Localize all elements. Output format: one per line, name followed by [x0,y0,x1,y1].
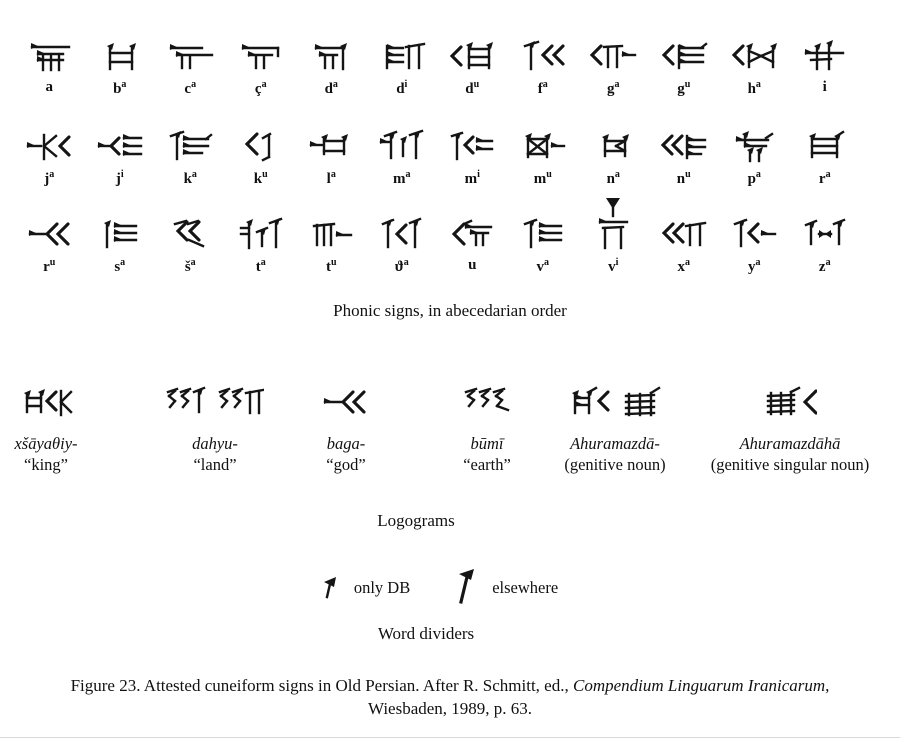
sign-label: $h^a$ [747,79,761,97]
glyph-box [309,124,353,164]
glyph-box [28,212,70,252]
phonic-sign-u [437,212,508,275]
logograms-section [0,372,900,512]
phonic-sign-gu [649,34,720,97]
phonic-sign-pa [719,124,790,187]
glyph-box [378,34,426,74]
sign-label-superscript: a [685,257,690,268]
glyph-box [450,124,494,164]
glyph-box [311,34,351,74]
logogram-name: Ahuramazdāhā [739,434,841,453]
sign-label-superscript: a [260,257,266,268]
sign-label-superscript: a [261,79,267,90]
za-cuneiform-glyph [802,218,848,252]
sign-label: $j^i$ [115,169,124,187]
sign-label-superscript: u [330,257,337,268]
phonic-sign-a [14,34,85,97]
phonic-sign-ja [14,124,85,187]
logogram-gloss: “land” [193,454,237,474]
phonic-sign-ca [155,34,226,97]
phonic-sign-ha [719,34,790,97]
word-dividers-row [0,568,880,608]
logogram-glyphs [464,372,510,420]
glyph-box [171,212,209,252]
sign-label: $s^a$ [114,257,126,275]
phonic-sign-ku [226,124,297,187]
sign-label: $d^i$ [396,79,408,97]
sign-label: $d^a$ [324,79,338,97]
sign-label-superscript: u [49,257,56,268]
logogram-glyphs [323,372,369,420]
sign-label-superscript: a [614,79,620,90]
word-divider-label: elsewhere [492,578,559,597]
logogram-glyphs [166,372,264,420]
logogram-glyphs [763,372,817,420]
phonic-sign-la [296,124,367,187]
ru-cuneiform-glyph [28,218,70,252]
sign-label: $z^a$ [818,257,831,275]
phonic-sign-du [437,34,508,97]
sign-label-superscript: i [615,257,619,268]
u-cuneiform-glyph [451,218,493,252]
lg-dahyu1-cuneiform-glyph [166,386,208,420]
glyph-box [381,212,423,252]
sign-label-superscript: a [191,169,197,180]
glyph-box [100,212,140,252]
glyph-box [238,212,284,252]
sign-label-superscript: a [614,169,620,180]
sign-label-superscript: a [49,169,55,180]
phonic-row-3 [14,212,860,275]
sign-label: $m^i$ [464,169,480,187]
phonic-sign-ba [85,34,156,97]
phonic-sign-da [296,34,367,97]
glyph-box [309,212,353,252]
sign-label: $y^a$ [748,257,761,275]
sign-label: i [822,79,827,95]
sign-label: u [468,257,477,273]
sign-label: $ϑ^a$ [394,257,409,275]
i-cuneiform-glyph [803,40,847,74]
a-cuneiform-glyph [27,40,71,74]
di-cuneiform-glyph [378,40,426,74]
logogram-name: baga- [326,434,366,453]
sign-label: $b^a$ [113,79,127,97]
glyph-box [802,212,848,252]
phonic-sign-na [578,124,649,187]
phonic-sign-ça [226,34,297,97]
word-divider-glyph-box [456,568,476,608]
mu-cuneiform-glyph [520,130,566,164]
phonic-sign-ra [790,124,861,187]
sign-label: $m^u$ [533,169,552,187]
word-dividers-caption: Word dividers [377,624,475,643]
sign-label: $r^u$ [43,257,56,275]
logogram-name: xšāyaθiy- [14,434,78,453]
logogram-glyphs [565,372,665,420]
glyph-box [379,124,425,164]
glyph-box [27,34,71,74]
sign-label: $v^i$ [608,257,619,275]
logogram-ahuramazdh [705,372,875,475]
ta-cuneiform-glyph [238,218,284,252]
word-divider-item-2 [456,568,558,608]
na-cuneiform-glyph [593,130,633,164]
lg-bumi-cuneiform-glyph [464,386,510,420]
sign-label: $r^a$ [818,169,831,187]
glyph-box [26,124,72,164]
ra-cuneiform-glyph [803,130,847,164]
glyph-box [239,34,283,74]
sign-label: $t^a$ [255,257,266,275]
glyph-box [732,212,776,252]
logograms-section-caption: Logograms [377,511,455,530]
tu-cuneiform-glyph [309,218,353,252]
glyph-box [803,34,847,74]
sign-label: $v^a$ [536,257,549,275]
da-cuneiform-glyph [311,40,351,74]
ca-cuneiform-glyph [167,40,213,74]
sign-label-superscript: a [330,169,336,180]
sign-label-superscript: a [544,257,549,268]
sign-label-superscript: u [685,169,691,180]
figure-caption-comma: , [825,676,830,695]
ja-cuneiform-glyph [26,130,72,164]
nu-cuneiform-glyph [661,130,707,164]
logogram-glyphs [19,372,73,420]
phonic-sign-ji [85,124,156,187]
sign-label-superscript: a [121,79,127,90]
logogram-gloss: (genitive singular noun) [710,454,870,474]
pa-cuneiform-glyph [733,130,775,164]
sign-label-superscript: u [546,169,552,180]
sign-label-superscript: i [120,169,124,180]
div-small-cuneiform-glyph [322,576,338,600]
sign-label-superscript: a [332,79,338,90]
sign-label: $x^a$ [677,257,690,275]
sign-label-superscript: a [755,257,761,268]
glyph-box [167,34,213,74]
sign-label: $g^a$ [607,79,620,97]
logogram-gloss: “king” [24,454,68,474]
sign-label-superscript: i [477,169,480,180]
glyph-box [98,34,142,74]
phonic-sign-ta [226,212,297,275]
phonic-sign-fa [508,34,579,97]
ga-cuneiform-glyph [589,40,637,74]
glyph-box [593,124,633,164]
phonic-sign-nu [649,124,720,187]
ka-cuneiform-glyph [168,130,212,164]
sign-label: $n^u$ [676,169,691,187]
glyph-box [449,34,495,74]
glyph-box [595,212,631,252]
sign-label-superscript: u [684,79,691,90]
phonic-sign-ya [719,212,790,275]
phonic-section-caption: Phonic signs, in abecedarian order [333,301,567,320]
sign-label: $f^a$ [537,79,548,97]
ku-cuneiform-glyph [243,130,279,164]
div-large-cuneiform-glyph [456,568,476,608]
logogram-name: būmī [470,434,504,453]
sign-label: $š^a$ [184,257,196,275]
logogram-gloss: “god” [326,454,366,474]
logogram-name: Ahuramazdā- [570,434,660,453]
phonic-sign-ma [367,124,438,187]
glyph-box [589,34,637,74]
ji-cuneiform-glyph [97,130,143,164]
glyph-box [520,124,566,164]
logogram-name: dahyu- [192,434,238,453]
phonic-sign-ru [14,212,85,275]
phonic-sign-ša [155,212,226,275]
phonic-sign-ga [578,34,649,97]
phonic-sign-di [367,34,438,97]
sign-label: $j^a$ [44,169,55,187]
logogram-gloss: (genitive noun) [564,454,666,474]
figure-caption [0,674,900,720]
phonic-sign-mu [508,124,579,187]
phonic-row-2 [14,124,860,187]
sign-label-superscript: a [755,79,761,90]
glyph-box [661,34,707,74]
phonic-sign-mi [437,124,508,187]
figure-caption-book-title: Compendium Linguarum Iranicarum [572,676,826,695]
phonic-sign-va [508,212,579,275]
sign-label: $t^u$ [325,257,337,275]
sign-label: $n^a$ [606,169,620,187]
glyph-box [451,212,493,252]
logogram-ahuramazd [530,372,700,475]
glyph-box [97,124,143,164]
sign-label-superscript: u [473,79,480,90]
cca-cuneiform-glyph [239,40,283,74]
sign-label-superscript: a [190,257,196,268]
va-cuneiform-glyph [522,218,564,252]
sign-label: $p^a$ [747,169,761,187]
ma-cuneiform-glyph [379,130,425,164]
ba-cuneiform-glyph [98,40,142,74]
sign-label: $c^a$ [184,79,197,97]
phonic-sign-i [790,34,861,97]
sign-label-superscript: a [405,169,411,180]
glyph-box [661,124,707,164]
sign-label-superscript: a [191,79,197,90]
phonic-sign-ϑa [367,212,438,275]
sha-cuneiform-glyph [171,218,209,252]
mi-cuneiform-glyph [450,130,494,164]
glyph-box [521,34,565,74]
sign-label-superscript: a [825,169,831,180]
lg-ahm2-cuneiform-glyph [621,386,665,420]
sign-label: $l^a$ [326,169,336,187]
lg-baga-cuneiform-glyph [323,386,369,420]
word-divider-glyph-box [322,576,338,600]
page-bottom-rule [0,737,900,738]
ya-cuneiform-glyph [732,218,776,252]
lg-dahyu2-cuneiform-glyph [218,386,264,420]
sign-label-superscript: a [755,169,761,180]
du-cuneiform-glyph [449,40,495,74]
lg-ahmha-cuneiform-glyph [763,386,817,420]
phonic-sign-vi [578,212,649,275]
phonic-sign-xa [649,212,720,275]
ha-cuneiform-glyph [731,40,777,74]
phonic-sign-za [790,212,861,275]
glyph-box [168,124,212,164]
sign-label: a [45,79,53,95]
phonic-sign-tu [296,212,367,275]
sign-label-superscript: a [825,257,831,268]
figure-caption-text: Figure 23. Attested cuneiform signs in Old Persian. After R. Schmitt, ed., [70,676,573,695]
tha-cuneiform-glyph [381,218,423,252]
vi-cuneiform-glyph [595,196,631,252]
glyph-box [522,212,564,252]
sign-label-superscript: a [120,257,126,268]
sign-label: $k^a$ [183,169,197,187]
logogram-xyaiy [0,372,131,475]
sign-label-superscript: u [262,169,268,180]
glyph-box [661,212,707,252]
glyph-box [243,124,279,164]
sign-label: $ç^a$ [254,79,267,97]
phonic-row-1 [14,34,860,97]
phonic-sign-sa [85,212,156,275]
sign-label: $d^u$ [465,79,480,97]
figure-caption-line2: Wiesbaden, 1989, p. 63. [367,699,533,718]
sa-cuneiform-glyph [100,218,140,252]
phonic-sign-ka [155,124,226,187]
glyph-box [803,124,847,164]
sign-label: $k^u$ [253,169,268,187]
glyph-box [731,34,777,74]
lg-king-cuneiform-glyph [19,386,73,420]
sign-label: $g^u$ [677,79,691,97]
xa-cuneiform-glyph [661,218,707,252]
logogram-gloss: “earth” [463,454,511,474]
sign-label-superscript: i [404,79,408,90]
glyph-box [733,124,775,164]
lg-ahm1-cuneiform-glyph [565,386,611,420]
gu-cuneiform-glyph [661,40,707,74]
sign-label: $m^a$ [393,169,411,187]
sign-label-superscript: a [403,257,409,268]
word-divider-item-1 [322,576,410,600]
word-divider-label: only DB [353,578,411,597]
la-cuneiform-glyph [309,130,353,164]
sign-label-superscript: a [542,79,548,90]
fa-cuneiform-glyph [521,40,565,74]
